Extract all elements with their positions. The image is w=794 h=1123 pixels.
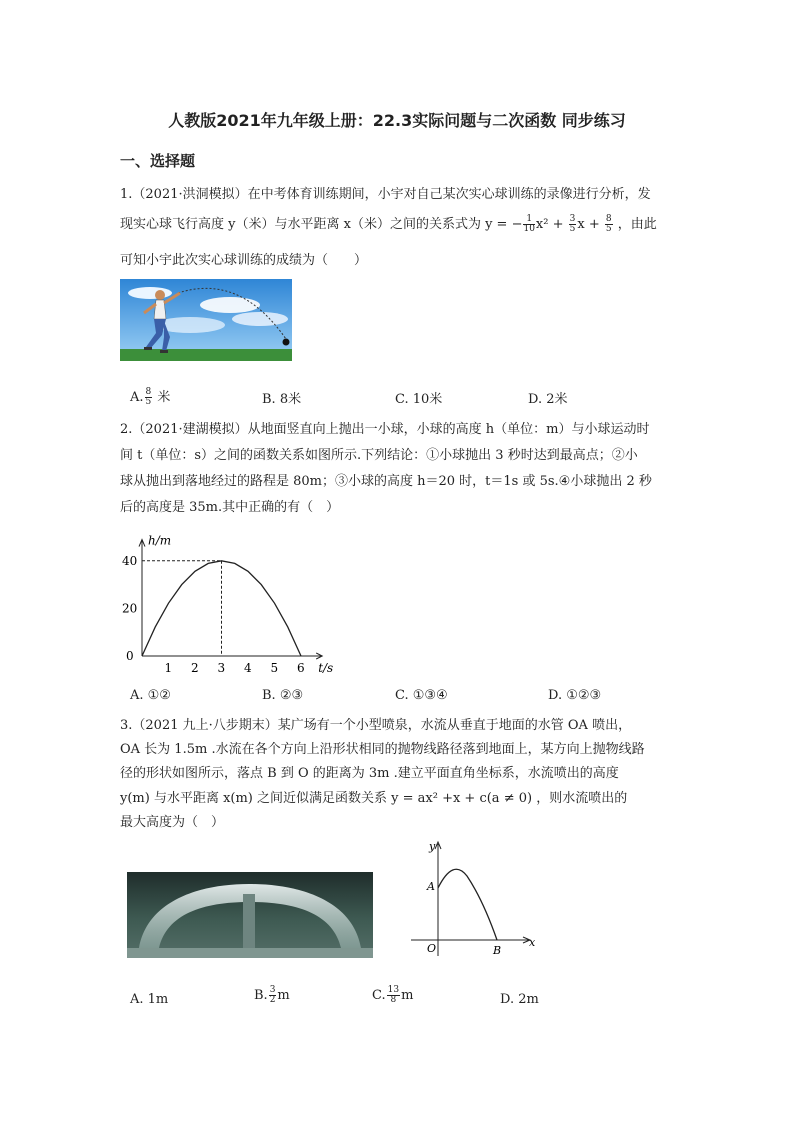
q1-text-d: ，由此 bbox=[613, 217, 657, 232]
q1-f3-den: 5 bbox=[605, 224, 612, 234]
grass bbox=[120, 349, 292, 361]
q2-line-2: 间 t（单位：s）之间的函数关系如图所示.下列结论：①小球抛出 3 秒时达到最高点；②小 bbox=[120, 448, 638, 463]
graph-label-o: O bbox=[427, 942, 437, 955]
page-title: 人教版2021年九年级上册：22.3实际问题与二次函数 同步练习 bbox=[168, 111, 626, 130]
x-axis-label: t/s bbox=[318, 661, 334, 675]
cloud-1 bbox=[128, 287, 172, 299]
x-tick-label: 6 bbox=[297, 661, 305, 675]
q3-option-b[interactable] bbox=[254, 986, 290, 1005]
parabola-graph bbox=[405, 838, 545, 960]
q1-option-a-suffix: 米 bbox=[153, 390, 171, 405]
q1-f1-den: 10 bbox=[523, 224, 535, 234]
q3-option-c-fraction bbox=[387, 986, 400, 1005]
q3-line-4: y(m) 与水平距离 x(m) 之间近似满足函数关系 y = ax² +x + c(a ≠ 0) ，则水流喷出的 bbox=[120, 791, 628, 806]
height-time-chart bbox=[112, 518, 352, 678]
q1-text-a: 现实心球飞行高度 y（米）与水平距离 x（米）之间的关系式为 y = − bbox=[120, 217, 523, 232]
q1-option-a-prefix: A. bbox=[130, 390, 144, 405]
q3-option-c-prefix: C. bbox=[372, 988, 386, 1003]
q1-option-a-den: 5 bbox=[145, 397, 152, 407]
q3-option-b-num: 3 bbox=[269, 985, 276, 995]
water-pipe bbox=[243, 894, 255, 954]
graph-label-y: y bbox=[429, 840, 436, 853]
q1-line-1: 1.（2021·洪洞模拟）在中考体育训练期间，小宇对自己某次实心球训练的录像进行分析，发 bbox=[120, 187, 651, 202]
q1-option-b[interactable]: B. 8米 bbox=[262, 392, 302, 407]
shot-ball bbox=[283, 339, 290, 346]
q1-option-c[interactable]: C. 10米 bbox=[395, 392, 443, 407]
q2-option-a[interactable]: A. ①② bbox=[130, 688, 171, 703]
graph-label-a: A bbox=[427, 880, 435, 893]
y-tick-label: 40 bbox=[122, 553, 138, 568]
q1-option-a-fraction bbox=[145, 388, 153, 407]
graph-label-x: x bbox=[529, 936, 536, 949]
q3-option-a[interactable]: A. 1m bbox=[130, 992, 169, 1007]
y-axis-label: h/m bbox=[148, 533, 172, 548]
q1-f2-num: 3 bbox=[569, 214, 576, 224]
q3-option-c[interactable] bbox=[372, 986, 413, 1005]
q1-option-a[interactable] bbox=[130, 386, 170, 407]
q1-option-d[interactable]: D. 2米 bbox=[528, 392, 568, 407]
q3-option-c-suffix: m bbox=[401, 988, 414, 1003]
origin-label: 0 bbox=[126, 649, 134, 663]
q1-fraction-2 bbox=[569, 215, 577, 234]
q3-option-b-prefix: B. bbox=[254, 988, 268, 1003]
x-tick-label: 3 bbox=[217, 661, 226, 675]
q3-option-c-den: 8 bbox=[390, 995, 397, 1005]
section-heading: 一、选择题 bbox=[120, 152, 196, 170]
q3-option-c-num: 13 bbox=[387, 985, 400, 995]
q1-option-a-num: 8 bbox=[145, 387, 152, 397]
q2-option-d[interactable]: D. ①②③ bbox=[548, 688, 602, 703]
q2-line-4: 后的高度是 35m.其中正确的有（ ） bbox=[120, 500, 340, 515]
cloud-3 bbox=[232, 312, 288, 326]
x-tick-label: 4 bbox=[244, 661, 252, 675]
q3-line-3: 径的形状如图所示，落点 B 到 O 的距离为 3m .建立平面直角坐标系，水流喷出的高度 bbox=[120, 766, 619, 781]
q1-line-3: 可知小宇此次实心球训练的成绩为（ ） bbox=[120, 253, 368, 268]
cloud-2 bbox=[200, 297, 260, 313]
q2-line-3: 球从抛出到落地经过的路程是 80m；③小球的高度 h＝20 时，t＝1s 或 5s.④小球抛出 2 秒 bbox=[120, 474, 652, 489]
q1-text-c: x + bbox=[577, 217, 604, 232]
q2-option-c[interactable]: C. ①③④ bbox=[395, 688, 448, 703]
q1-fraction-3 bbox=[605, 215, 613, 234]
q1-fraction-1 bbox=[523, 215, 534, 234]
fountain-photo bbox=[127, 872, 373, 958]
q3-option-b-den: 2 bbox=[269, 995, 276, 1005]
graph-label-b: B bbox=[493, 944, 502, 957]
parabola-curve bbox=[438, 869, 497, 940]
q3-option-d[interactable]: D. 2m bbox=[500, 992, 539, 1007]
q1-f3-num: 8 bbox=[605, 214, 612, 224]
q3-option-b-suffix: m bbox=[277, 988, 290, 1003]
x-tick-label: 5 bbox=[270, 661, 279, 675]
shot-put-illustration bbox=[120, 279, 292, 361]
q3-line-1: 3.（2021 九上·八步期末）某广场有一个小型喷泉，水流从垂直于地面的水管 OA 喷出， bbox=[120, 718, 632, 733]
q1-text-b: x² + bbox=[535, 217, 568, 232]
q3-line-2: OA 长为 1.5m .水流在各个方向上沿形状相同的抛物线路径落到地面上，某方向上抛物线路 bbox=[120, 742, 645, 757]
q3-option-b-fraction bbox=[269, 986, 277, 1005]
q1-line-2 bbox=[120, 213, 657, 234]
q1-f1-num: 1 bbox=[523, 215, 534, 225]
q3-line-5: 最大高度为（ ） bbox=[120, 815, 225, 830]
x-tick-label: 1 bbox=[164, 661, 173, 675]
q2-line-1: 2.（2021·建湖模拟）从地面竖直向上抛出一小球，小球的高度 h（单位：m）与小球运动时 bbox=[120, 422, 650, 437]
y-tick-label: 20 bbox=[122, 601, 138, 616]
x-tick-label: 2 bbox=[191, 661, 199, 675]
q1-f2-den: 5 bbox=[569, 224, 576, 234]
q2-option-b[interactable]: B. ②③ bbox=[262, 688, 304, 703]
